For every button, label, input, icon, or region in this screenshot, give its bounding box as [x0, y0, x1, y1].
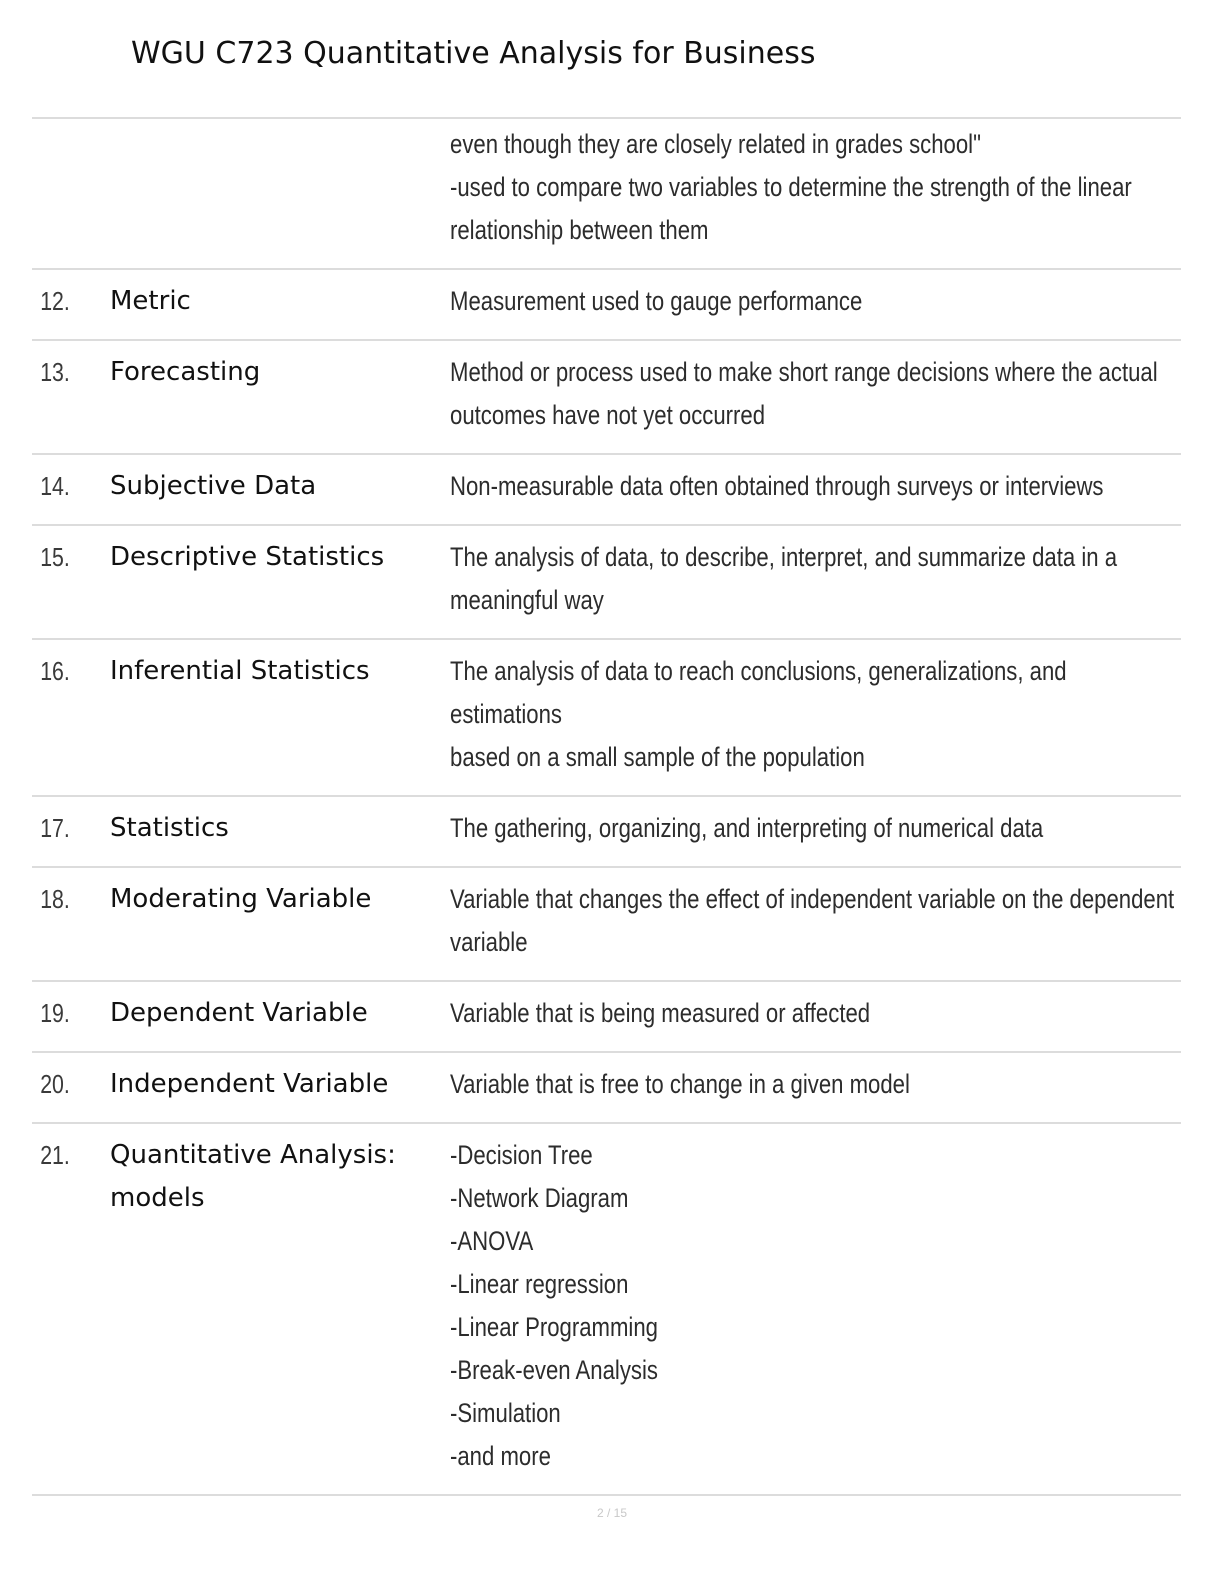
- row-definition: Variable that is free to change in a given model: [450, 1069, 910, 1099]
- row-number: 16.: [40, 656, 70, 686]
- row-definition: Non-measurable data often obtained through surveys or interviews: [450, 471, 1104, 501]
- row-term: Forecasting: [110, 357, 261, 387]
- table-row: [32, 1124, 1181, 1496]
- row-definition: Variable that is being measured or affected: [450, 998, 871, 1028]
- row-term: Inferential Statistics: [110, 656, 370, 686]
- row-term: Dependent Variable: [110, 998, 368, 1028]
- row-number: 15.: [40, 542, 70, 572]
- table-row: [32, 1053, 1181, 1124]
- table-row: [32, 868, 1181, 982]
- row-number: 13.: [40, 357, 70, 387]
- row-term: Statistics: [110, 813, 229, 843]
- row-number: 12.: [40, 286, 70, 316]
- row-definition: The analysis of data to reach conclusions, generalizations, and estimations based on a small sample of the population: [450, 656, 1067, 772]
- table-row: [32, 797, 1181, 868]
- page-title: WGU C723 Quantitative Analysis for Business: [131, 36, 816, 71]
- row-number: 17.: [40, 813, 70, 843]
- row-definition: Measurement used to gauge performance: [450, 286, 863, 316]
- table-row: [32, 640, 1181, 797]
- row-term: Descriptive Statistics: [110, 542, 385, 572]
- row-term: [110, 123, 450, 252]
- row-definition: -Decision Tree -Network Diagram -ANOVA -Linear regression -Linear Programming -Break-even Analysis -Simulation -and more: [450, 1140, 658, 1471]
- table-row: [32, 526, 1181, 640]
- row-number: 14.: [40, 471, 70, 501]
- row-number: 20.: [40, 1069, 70, 1099]
- table-row: [32, 341, 1181, 455]
- row-term: Quantitative Analysis: models: [110, 1140, 396, 1213]
- table-row: [32, 455, 1181, 526]
- row-term: Subjective Data: [110, 471, 317, 501]
- table-row: [32, 119, 1181, 270]
- row-definition: The analysis of data, to describe, interpret, and summarize data in a meaningful way: [450, 542, 1118, 615]
- row-term: Independent Variable: [110, 1069, 389, 1099]
- table-row: [32, 982, 1181, 1053]
- row-number: 19.: [40, 998, 70, 1028]
- row-definition: Method or process used to make short range decisions where the actual outcomes have not yet occurred: [450, 357, 1158, 430]
- row-definition: even though they are closely related in grades school" -used to compare two variables to determine the strength of the linear relationship between them: [450, 129, 1132, 245]
- table-row: [32, 270, 1181, 341]
- page-indicator: 2 / 15: [596, 1506, 628, 1520]
- row-definition: Variable that changes the effect of independent variable on the dependent variable: [450, 884, 1175, 957]
- row-number: 18.: [40, 884, 70, 914]
- row-term: Metric: [110, 286, 191, 316]
- flashcard-table: [32, 117, 1181, 1496]
- row-term: Moderating Variable: [110, 884, 372, 914]
- row-definition: The gathering, organizing, and interpreting of numerical data: [450, 813, 1044, 843]
- row-number: [32, 123, 96, 252]
- row-number: 21.: [40, 1140, 70, 1170]
